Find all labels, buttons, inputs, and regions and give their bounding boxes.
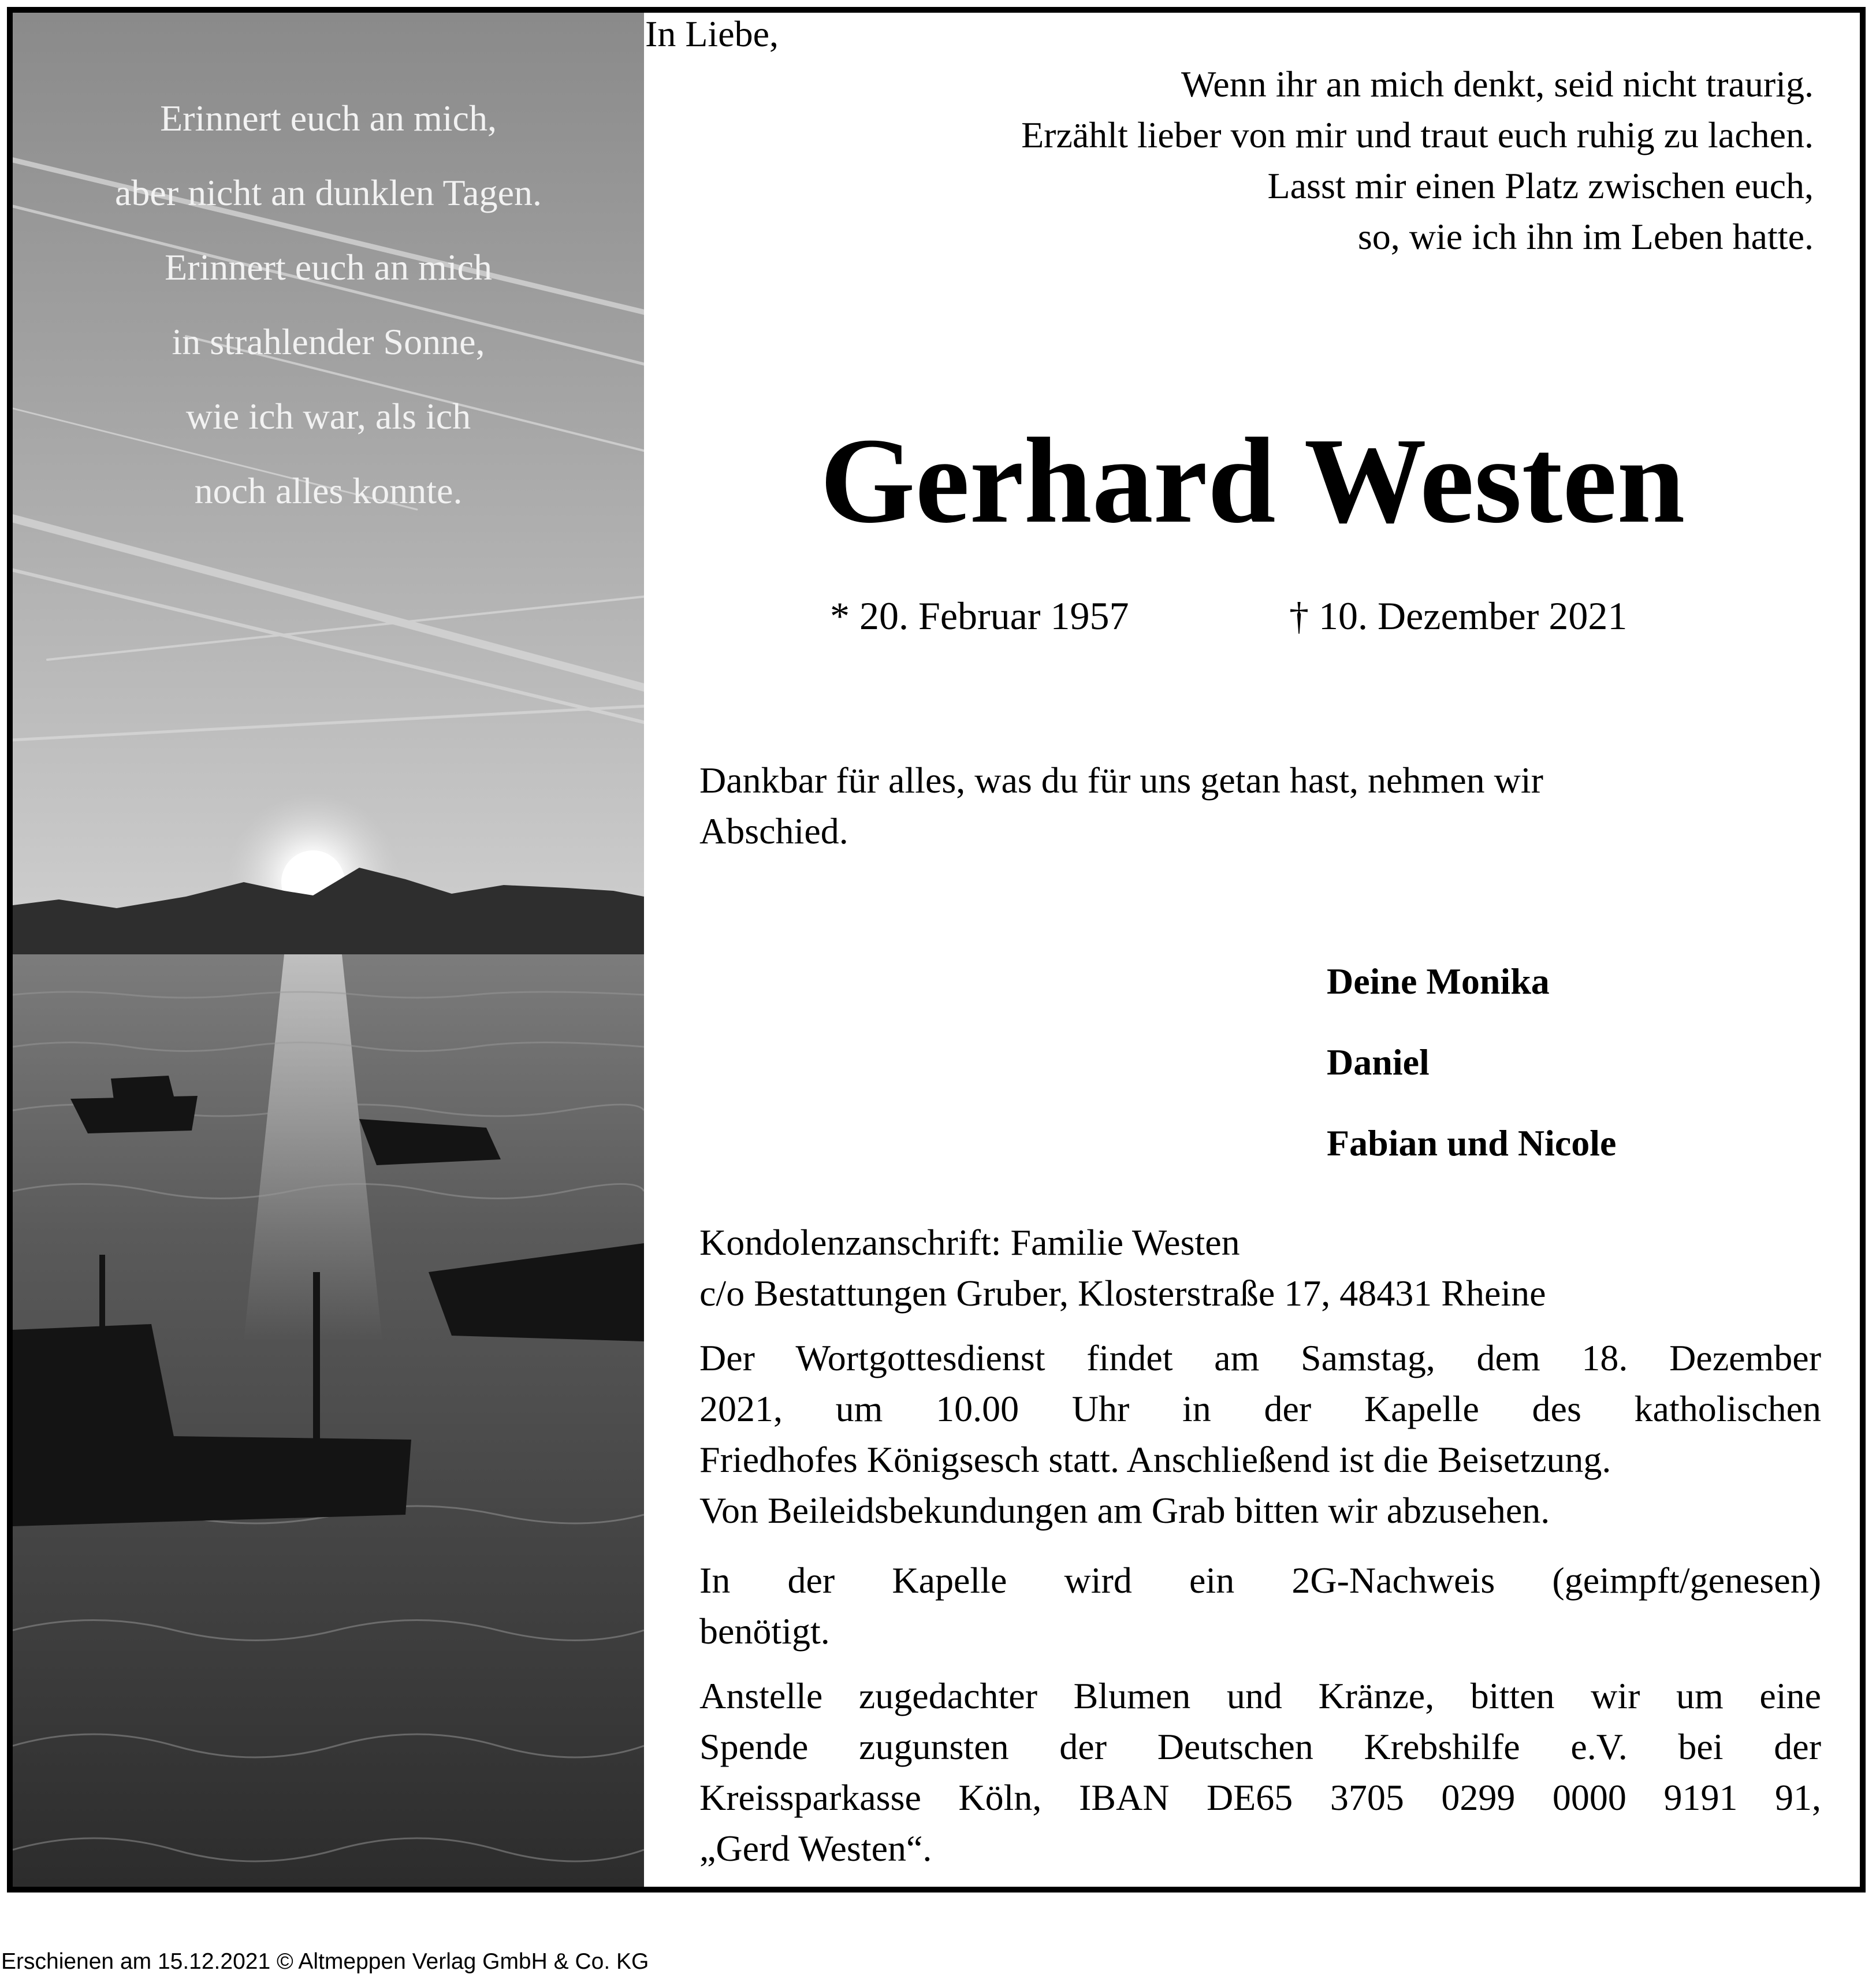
service-line: Friedhofes Königsesch statt. Anschließend ist die Beisetzung.	[699, 1439, 1611, 1480]
donation-line: Anstelle zugedachter Blumen und Kränze, bitten wir um eine	[699, 1675, 1821, 1716]
in-love-text: In Liebe,	[645, 13, 779, 54]
service-paragraph	[699, 1333, 1821, 1536]
2g-notice-line: benötigt.	[699, 1611, 830, 1652]
left-poem-line: wie ich war, als ich	[185, 396, 471, 437]
service-line: Der Wortgottesdienst findet am Samstag, dem 18. Dezember	[699, 1337, 1821, 1378]
left-poem-line: in strahlender Sonne,	[172, 321, 485, 362]
signature-monika: Deine Monika	[1327, 961, 1550, 1002]
condolence-address	[699, 1217, 1821, 1319]
sunset-lake-photo	[13, 13, 644, 1887]
left-poem-line: noch alles konnte.	[194, 470, 463, 511]
left-poem-line: Erinnert euch an mich,	[160, 98, 497, 139]
service-line: 2021, um 10.00 Uhr in der Kapelle des katholischen	[699, 1388, 1821, 1429]
left-poem	[13, 81, 644, 528]
2g-notice-paragraph	[699, 1555, 1821, 1657]
service-line: Von Beileidsbekundungen am Grab bitten wir abzusehen.	[699, 1490, 1550, 1531]
top-poem	[1021, 59, 1814, 262]
left-poem-line: aber nicht an dunklen Tagen.	[115, 172, 542, 213]
address-line: Kondolenzanschrift: Familie Westen	[699, 1222, 1240, 1263]
top-poem-line: so, wie ich ihn im Leben hatte.	[1357, 216, 1814, 257]
deceased-name: Gerhard Westen	[820, 412, 1685, 548]
top-poem-line: Lasst mir einen Platz zwischen euch,	[1267, 165, 1814, 206]
donation-line: „Gerd Westen“.	[699, 1828, 932, 1869]
obituary-frame	[7, 7, 1866, 1893]
death-date: † 10. Dezember 2021	[1289, 594, 1628, 638]
donation-line: Spende zugunsten der Deutschen Krebshilfe e.V. bei der	[699, 1726, 1821, 1767]
obituary-text-column	[645, 13, 1860, 1887]
donation-paragraph	[699, 1671, 1821, 1874]
address-line: c/o Bestattungen Gruber, Klosterstraße 17, 48431 Rheine	[699, 1273, 1546, 1314]
top-poem-line: Wenn ihr an mich denkt, seid nicht traurig.	[1181, 64, 1814, 105]
publication-credit: Erschienen am 15.12.2021 © Altmeppen Verlag GmbH & Co. KG	[1, 1949, 649, 1974]
birth-date: * 20. Februar 1957	[830, 594, 1129, 638]
2g-notice-line: In der Kapelle wird ein 2G-Nachweis (geimpft/genesen)	[699, 1560, 1821, 1601]
thanks-paragraph	[699, 755, 1821, 857]
donation-line: Kreissparkasse Köln, IBAN DE65 3705 0299 0000 9191 91,	[699, 1777, 1821, 1818]
signature-daniel: Daniel	[1327, 1042, 1430, 1083]
signature-fabian-nicole: Fabian und Nicole	[1327, 1122, 1617, 1163]
top-poem-line: Erzählt lieber von mir und traut euch ruhig zu lachen.	[1021, 114, 1814, 155]
thanks-line: Dankbar für alles, was du für uns getan hast, nehmen wir	[699, 760, 1543, 801]
thanks-line: Abschied.	[699, 810, 848, 852]
left-poem-line: Erinnert euch an mich	[165, 247, 492, 288]
